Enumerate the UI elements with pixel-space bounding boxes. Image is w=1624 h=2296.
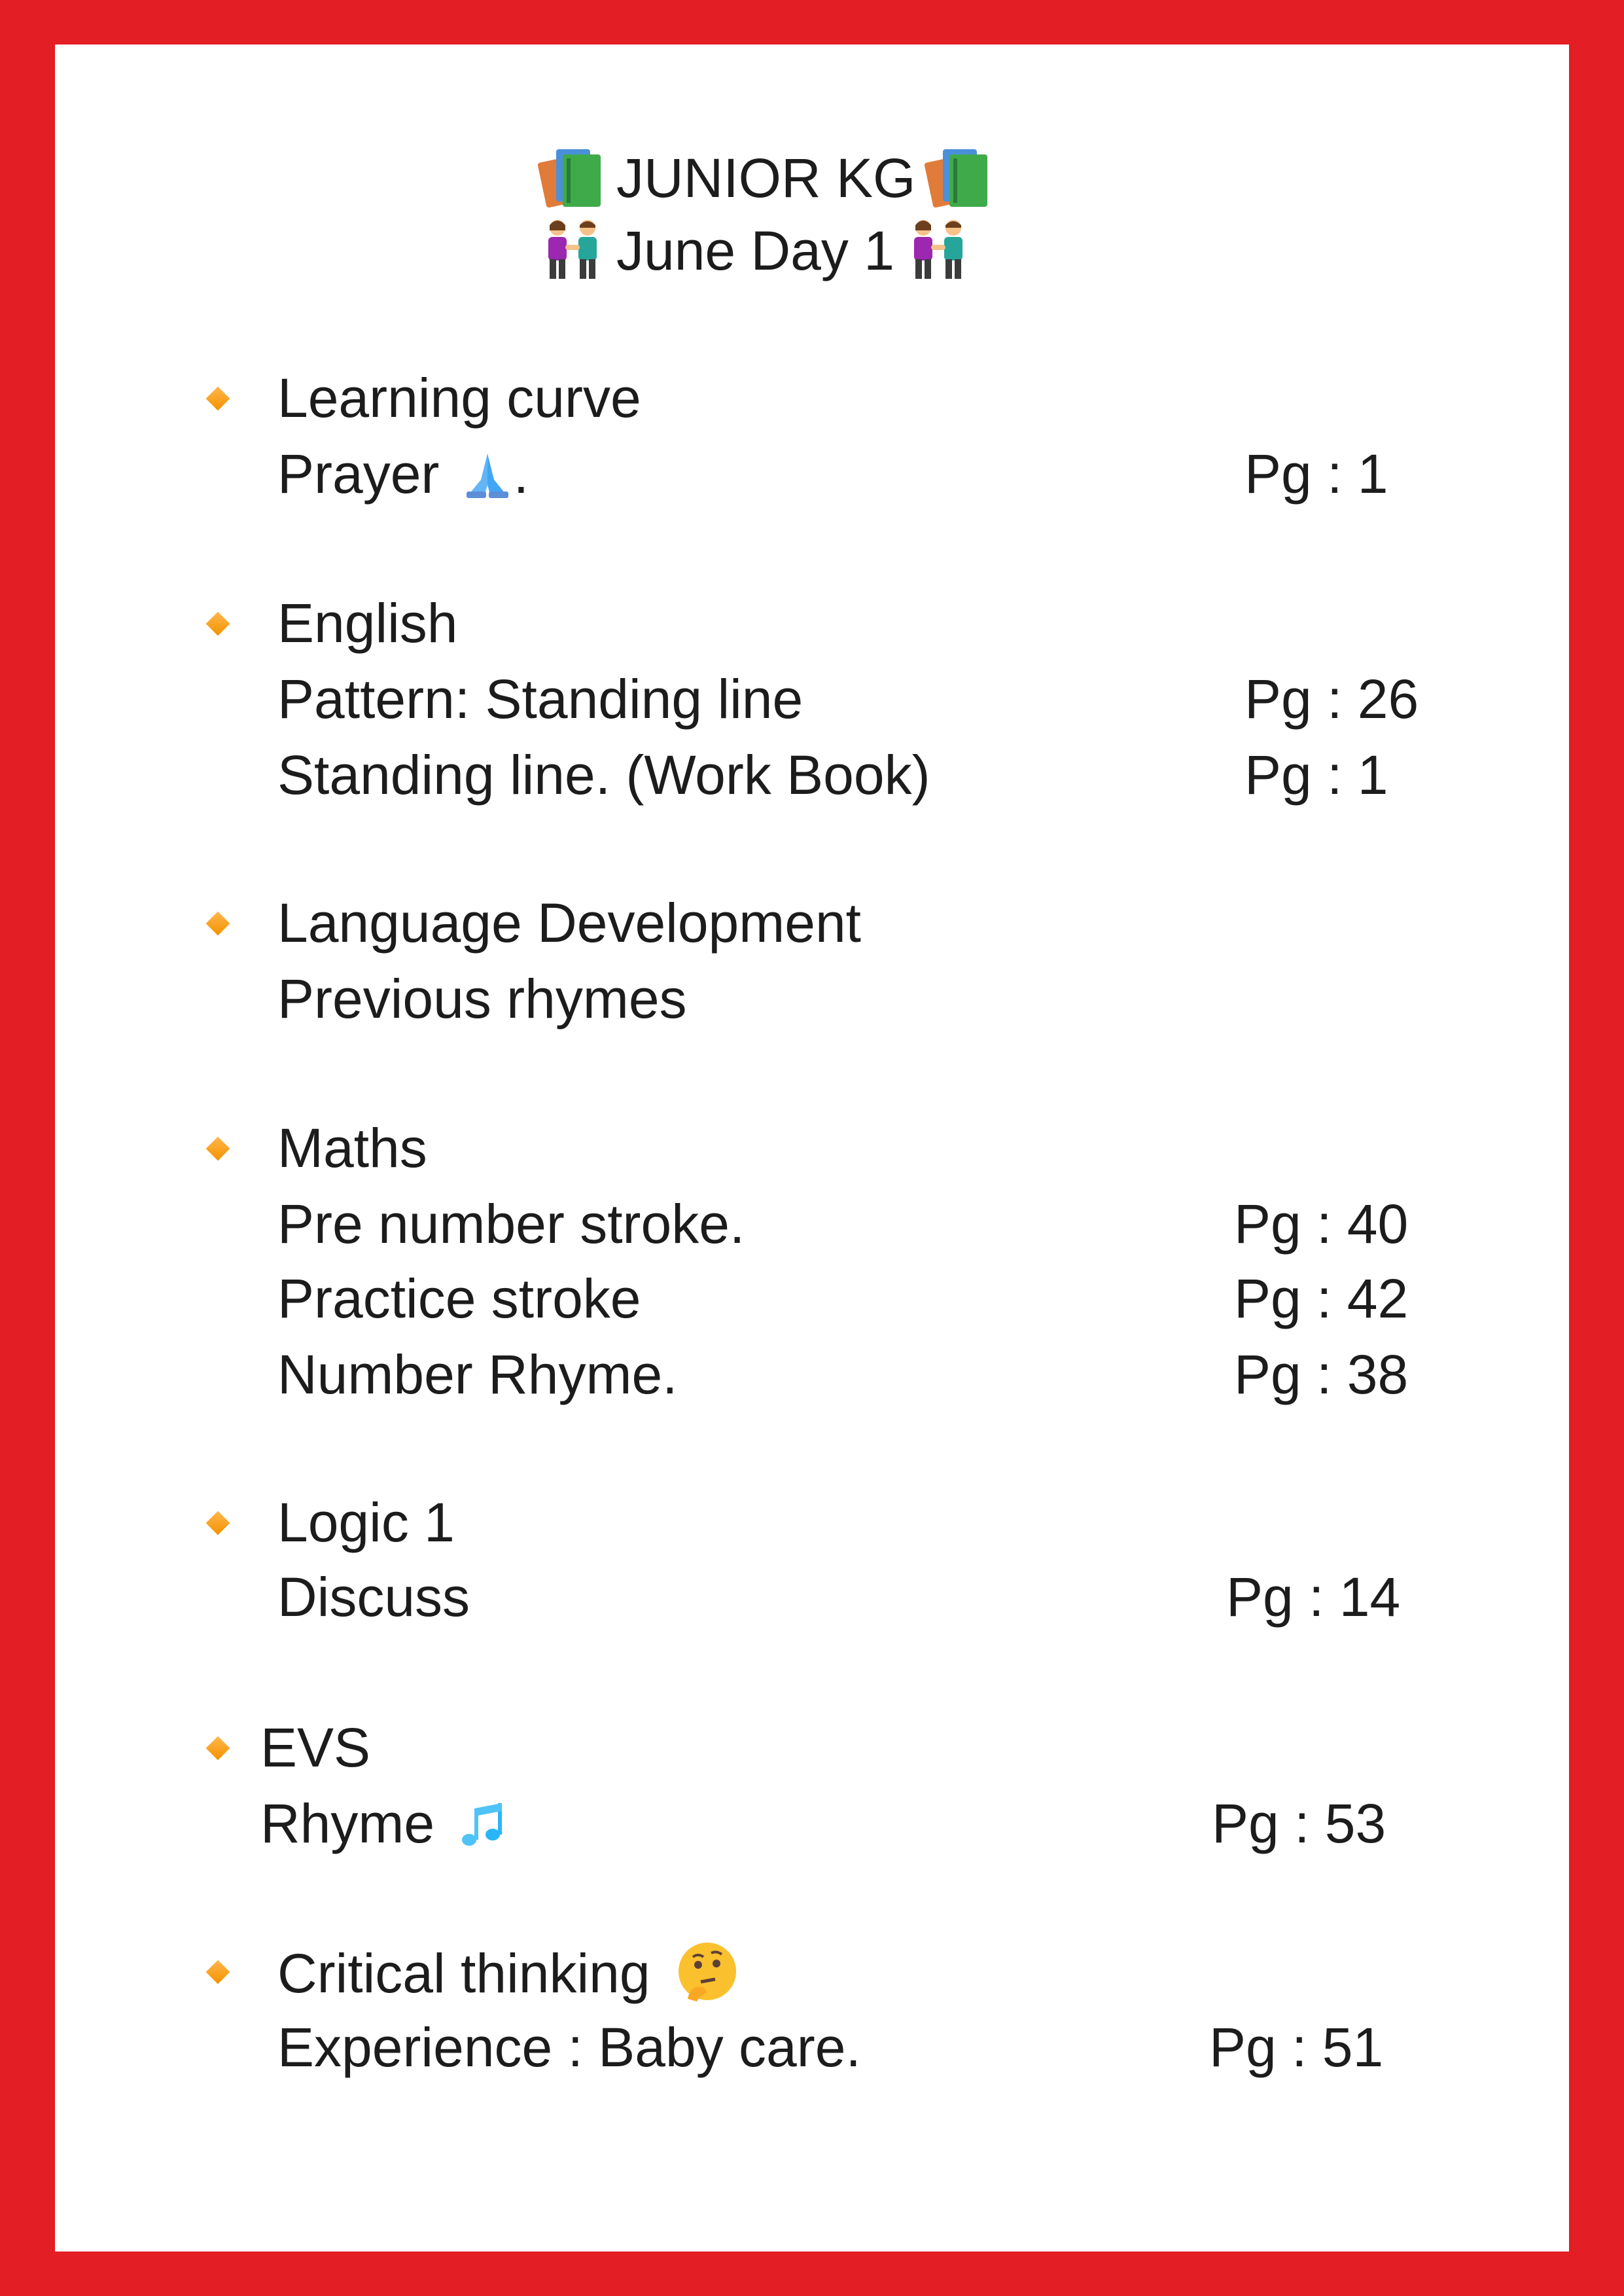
section-item: Number Rhyme. — [277, 1344, 678, 1405]
section-item — [277, 441, 529, 514]
folded-hands-icon — [461, 448, 514, 514]
schedule-card — [55, 45, 1569, 2251]
heading-text: Critical thinking — [277, 1943, 650, 2004]
section-heading: Learning curve — [277, 367, 641, 429]
page-ref: Pg : 53 — [1212, 1793, 1386, 1854]
bullet-diamond-icon — [206, 1736, 230, 1761]
page-ref: Pg : 26 — [1244, 668, 1419, 730]
title-line-2 — [529, 216, 982, 295]
item-text: Rhyme — [260, 1793, 435, 1854]
section-item: Standing line. (Work Book) — [277, 744, 930, 806]
section-item: Pre number stroke. — [277, 1193, 745, 1255]
books-icon — [923, 140, 995, 225]
page-ref: Pg : 40 — [1234, 1193, 1409, 1255]
books-icon — [537, 140, 609, 225]
bullet-diamond-icon — [206, 1511, 230, 1535]
section-heading: Language Development — [277, 892, 862, 954]
item-text: Prayer — [277, 443, 440, 505]
page-ref: Pg : 14 — [1226, 1566, 1401, 1628]
bullet-diamond-icon — [206, 1960, 230, 1984]
page-ref: Pg : 1 — [1244, 744, 1388, 806]
section-heading: EVS — [260, 1717, 371, 1778]
musical-notes-icon — [456, 1799, 508, 1865]
bullet-diamond-icon — [206, 612, 230, 636]
bullet-diamond-icon — [206, 912, 230, 936]
section-item: Practice stroke — [277, 1268, 641, 1329]
section-heading — [277, 1939, 740, 2018]
section-heading: English — [277, 592, 458, 654]
bullet-diamond-icon — [206, 387, 230, 411]
title-text-1: JUNIOR KG — [616, 147, 916, 209]
section-item: Experience : Baby care. — [277, 2017, 861, 2078]
children-holding-hands-icon — [537, 216, 609, 295]
title-line-1 — [529, 140, 1003, 225]
section-item: Previous rhymes — [277, 968, 687, 1030]
item-suffix: . — [513, 443, 529, 505]
section-item — [260, 1791, 508, 1865]
children-holding-hands-icon — [902, 216, 974, 295]
title-text-2: June Day 1 — [616, 220, 894, 282]
section-heading: Maths — [277, 1117, 427, 1179]
page-ref: Pg : 51 — [1209, 2017, 1384, 2078]
section-item: Pattern: Standing line — [277, 668, 803, 730]
page-ref: Pg : 38 — [1234, 1344, 1409, 1405]
page-ref: Pg : 42 — [1234, 1268, 1409, 1329]
section-item: Discuss — [277, 1566, 470, 1628]
page-ref: Pg : 1 — [1244, 443, 1388, 505]
thinking-face-icon — [675, 1939, 740, 2018]
bullet-diamond-icon — [206, 1137, 230, 1161]
section-heading: Logic 1 — [277, 1492, 455, 1553]
